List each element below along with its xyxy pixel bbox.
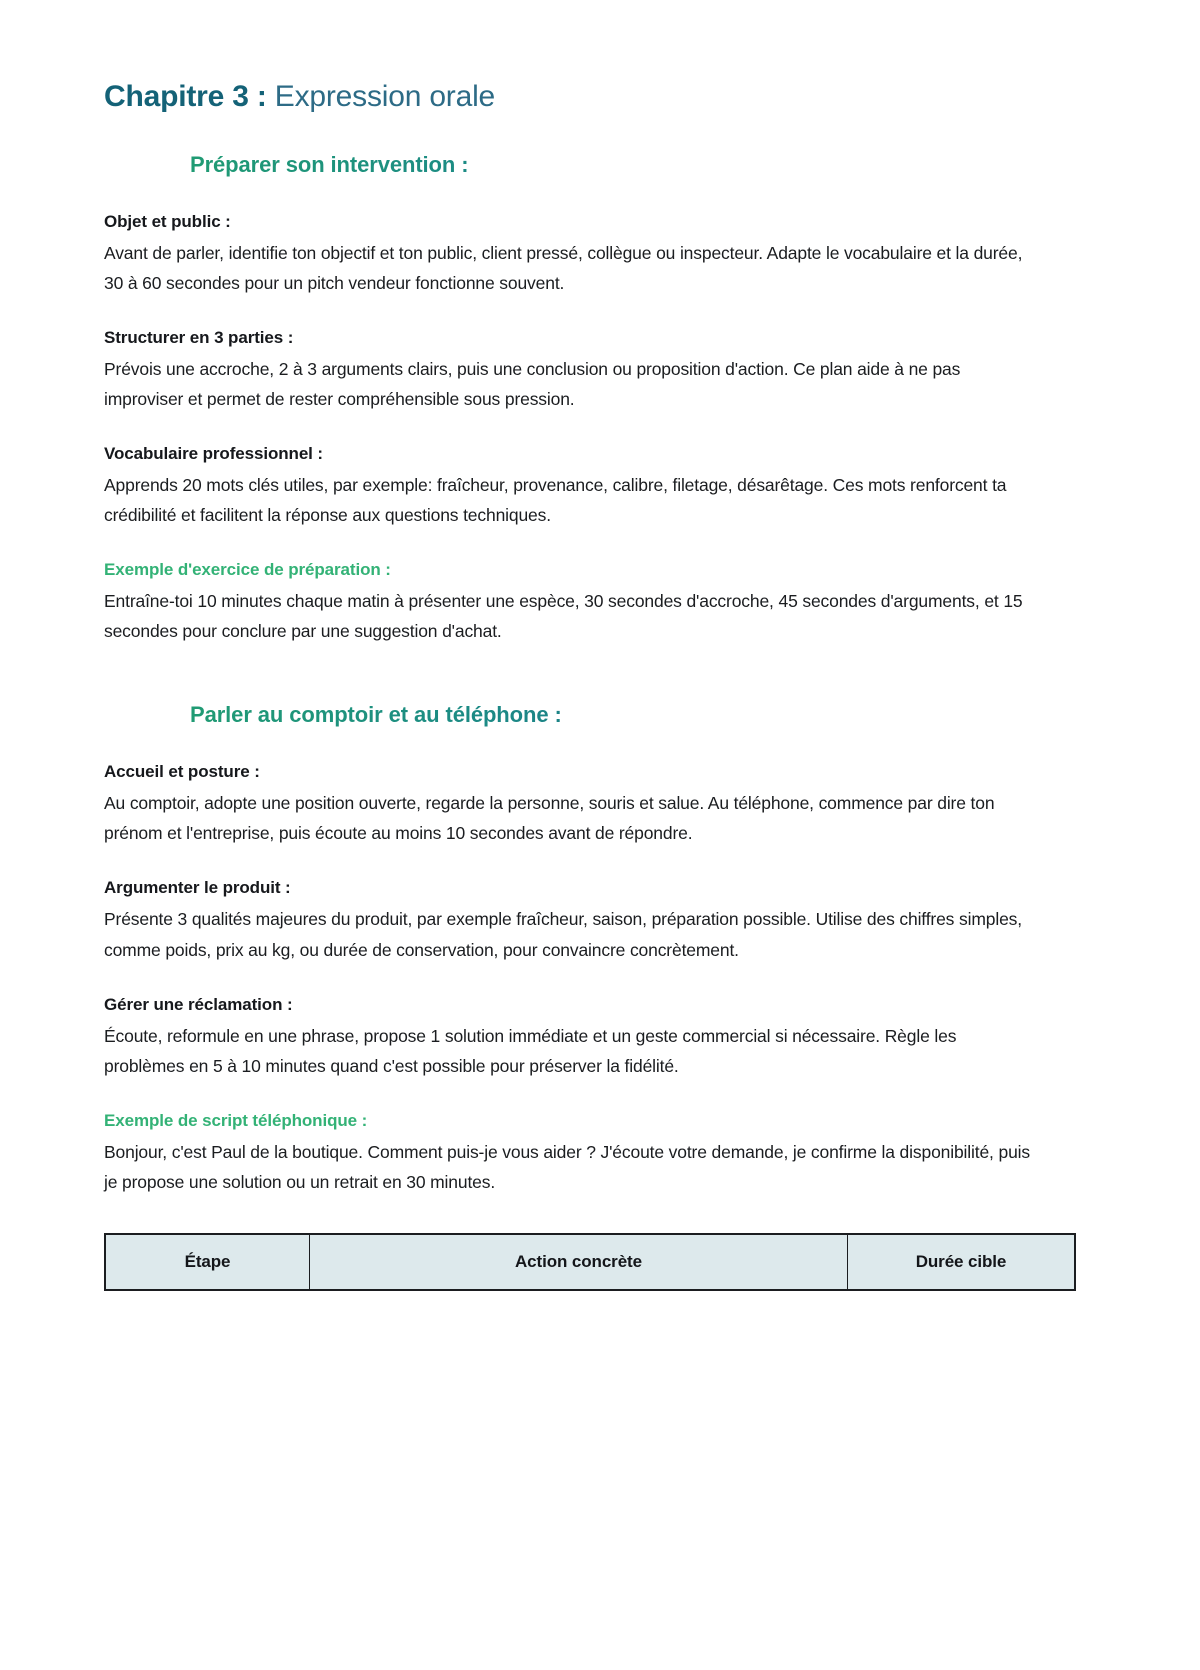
section-heading-2 [104, 702, 1096, 728]
content-block [104, 762, 1096, 848]
block-title-example: Exemple de script téléphonique : [104, 1110, 368, 1130]
block-body: Bonjour, c'est Paul de la boutique. Comment puis-je vous aider ? J'écoute votre demande, je confirme la disponibilité, puis je propose une solution ou un retrait en 30 minutes. [104, 1141, 1030, 1192]
block-title: Vocabulaire professionnel : [104, 443, 323, 463]
block-body: Entraîne-toi 10 minutes chaque matin à présenter une espèce, 30 secondes d'accroche, 45 secondes d'arguments, et 15 secondes pour conclure par une suggestion d'achat. [104, 591, 1023, 642]
chapter-title-rest: Expression orale [274, 80, 496, 113]
block-body: Présente 3 qualités majeures du produit, par exemple fraîcheur, saison, préparation possible. Utilise des chiffres simples, comme poids, prix au kg, ou durée de conservation, pour convaincre concrètement. [104, 909, 1022, 960]
section-title-2: Parler au comptoir et au téléphone : [190, 702, 562, 728]
block-title: Argumenter le produit : [104, 878, 291, 898]
block-body: Prévois une accroche, 2 à 3 arguments clairs, puis une conclusion ou proposition d'action. Ce plan aide à ne pas improviser et permet de rester compréhensible sous pression. [104, 358, 961, 409]
page-title [104, 78, 1096, 116]
block-body: Apprends 20 mots clés utiles, par exemple: fraîcheur, provenance, calibre, filetage, désarêtage. Ces mots renforcent ta crédibilité et facilitent la réponse aux questions techniques. [104, 474, 1007, 525]
content-block-example [104, 1111, 1096, 1197]
table-header-cell-action: Action concrète [310, 1234, 848, 1290]
block-title: Objet et public : [104, 211, 231, 231]
summary-table-wrapper [104, 1233, 1096, 1291]
table-header-cell-etape: Étape [105, 1234, 310, 1290]
table-header-row [105, 1234, 1075, 1290]
content-block-example [104, 560, 1096, 646]
block-body: Avant de parler, identifie ton objectif et ton public, client pressé, collègue ou inspecteur. Adapte le vocabulaire et la durée, 30 à 60 secondes pour un pitch vendeur fonctionne souvent. [104, 242, 1023, 293]
summary-table [104, 1233, 1076, 1291]
block-body: Au comptoir, adopte une position ouverte, regarde la personne, souris et salue. Au téléphone, commence par dire ton prénom et l'entreprise, puis écoute au moins 10 secondes avant de répondre. [104, 793, 995, 844]
section-title-1: Préparer son intervention : [190, 151, 469, 177]
section-number-2: 2. [150, 702, 169, 728]
block-title: Accueil et posture : [104, 762, 260, 782]
section-number-1: 1. [150, 151, 169, 177]
content-block [104, 995, 1096, 1081]
content-block [104, 444, 1096, 530]
content-block [104, 328, 1096, 414]
block-title: Gérer une réclamation : [104, 994, 293, 1014]
section-heading-1 [104, 152, 1096, 178]
block-title: Structurer en 3 parties : [104, 327, 294, 347]
content-block [104, 878, 1096, 964]
block-title-example: Exemple d'exercice de préparation : [104, 560, 391, 580]
content-block [104, 212, 1096, 298]
block-body: Écoute, reformule en une phrase, propose 1 solution immédiate et un geste commercial si nécessaire. Règle les problèmes en 5 à 10 minutes quand c'est possible pour préserver la fidélité. [104, 1025, 957, 1076]
chapter-title-strong: Chapitre 3 : [104, 80, 267, 113]
table-head [105, 1234, 1075, 1290]
table-header-cell-duree: Durée cible [848, 1234, 1076, 1290]
